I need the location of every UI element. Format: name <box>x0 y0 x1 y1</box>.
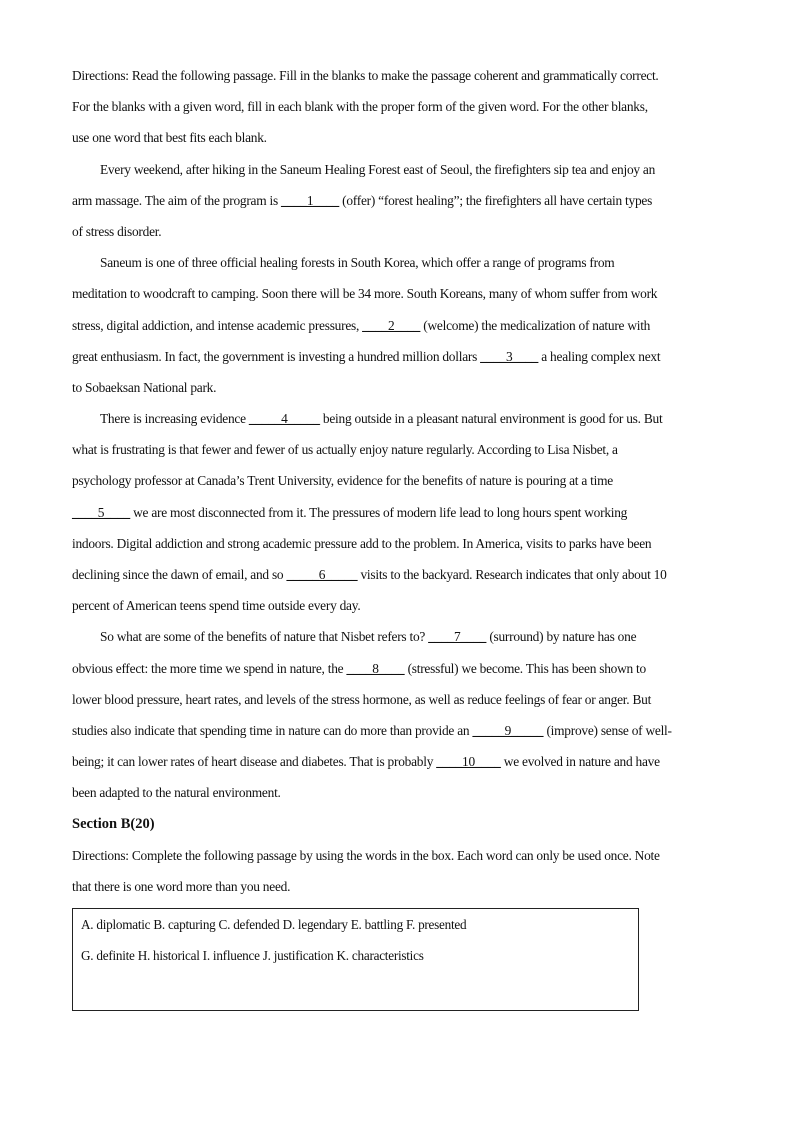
text-segment: being outside in a pleasant natural environment is good for us. But <box>319 411 663 427</box>
text-segment: declining since the dawn of email, and so <box>72 567 287 582</box>
paragraph-line: indoors. Digital addiction and strong academic pressure add to the problem. In America, visits to parks have been <box>72 535 652 551</box>
paragraph-line: Every weekend, after hiking in the Saneum Healing Forest east of Seoul, the firefighters sip tea and enjoy an <box>100 161 656 177</box>
blank-6[interactable]: _____6_____ <box>286 567 358 582</box>
directions-line: that there is one word more than you need. <box>72 878 291 894</box>
blank-7[interactable]: ____7____ <box>428 629 487 645</box>
paragraph-line: what is frustrating is that fewer and fewer of us actually enjoy nature regularly. According to Lisa Nisbet, a <box>72 442 618 458</box>
paragraph-line: Saneum is one of three official healing forests in South Korea, which offer a range of programs from <box>100 255 615 271</box>
paragraph-line <box>72 559 722 590</box>
text-segment: arm massage. The aim of the program is <box>72 192 282 208</box>
word-options-line: A. diplomatic B. capturing C. defended D. legendary E. battling F. presented <box>81 917 467 933</box>
blank-4[interactable]: _____4_____ <box>248 411 320 427</box>
blank-5[interactable]: ____5____ <box>72 504 131 520</box>
paragraph-line <box>72 621 722 652</box>
text-segment: There is increasing evidence <box>100 411 249 427</box>
paragraph-3 <box>72 403 722 621</box>
directions-line: use one word that best fits each blank. <box>72 130 267 146</box>
word-options-line: G. definite H. historical I. influence J. justification K. characteristics <box>81 948 424 964</box>
text-segment: obvious effect: the more time we spend in nature, the <box>72 660 347 676</box>
paragraph-1 <box>72 154 722 248</box>
blank-9[interactable]: _____9_____ <box>472 722 544 738</box>
text-segment: we are most disconnected from it. The pressures of modern life lead to long hours spent working <box>130 504 628 520</box>
text-segment: we evolved in nature and have <box>500 754 660 770</box>
text-segment: great enthusiasm. In fact, the government is investing a hundred million dollars <box>72 348 481 364</box>
paragraph-line: lower blood pressure, heart rates, and levels of the stress hormone, as well as reduce feelings of fear or anger. But <box>72 691 652 707</box>
paragraph-line: percent of American teens spend time outside every day. <box>72 598 361 614</box>
paragraph-line <box>72 341 722 372</box>
paragraph-line <box>72 653 722 684</box>
word-options-box <box>72 908 639 1011</box>
paragraph-line <box>72 310 722 341</box>
text-segment: So what are some of the benefits of nature that Nisbet refers to? <box>100 629 429 645</box>
blank-8[interactable]: ____8____ <box>346 660 405 676</box>
directions-line: Directions: Read the following passage. Fill in the blanks to make the passage coherent and grammatically correct. <box>72 68 659 83</box>
text-segment: studies also indicate that spending time in nature can do more than provide an <box>72 722 473 738</box>
text-segment: (offer) “forest healing”; the firefighters all have certain types <box>339 192 653 208</box>
text-segment: being; it can lower rates of heart disease and diabetes. That is probably <box>72 754 437 770</box>
paragraph-line <box>72 746 722 777</box>
paragraph-line <box>72 715 722 746</box>
section-b-heading: Section B(20) <box>72 815 155 832</box>
text-segment: (stressful) we become. This has been shown to <box>404 660 646 676</box>
paragraph-line: to Sobaeksan National park. <box>72 379 217 395</box>
blank-3[interactable]: ____3____ <box>480 348 539 364</box>
blank-1[interactable]: ____1____ <box>281 192 340 208</box>
text-segment: (improve) sense of well- <box>543 722 672 738</box>
text-segment: a healing complex next <box>538 348 661 364</box>
section-b-directions <box>72 840 722 902</box>
blank-2[interactable]: ____2____ <box>362 317 421 333</box>
paragraph-4 <box>72 621 722 808</box>
paragraph-line: been adapted to the natural environment. <box>72 785 281 801</box>
text-segment: (welcome) the medicalization of nature with <box>420 317 651 333</box>
directions-line: For the blanks with a given word, fill in each blank with the proper form of the given word. For the other blanks, <box>72 99 648 115</box>
paragraph-line <box>72 497 722 528</box>
paragraph-line <box>72 403 722 434</box>
paragraph-line: of stress disorder. <box>72 223 162 239</box>
text-segment: stress, digital addiction, and intense academic pressures, <box>72 317 363 333</box>
paragraph-2 <box>72 247 722 403</box>
paragraph-line <box>72 185 722 216</box>
directions-line: Directions: Complete the following passage by using the words in the box. Each word can only be used once. Note <box>72 847 660 863</box>
text-segment: visits to the backyard. Research indicates that only about 10 <box>357 567 667 582</box>
section-a-directions <box>72 60 722 154</box>
paragraph-line: meditation to woodcraft to camping. Soon there will be 34 more. South Koreans, many of whom suffer from work <box>72 286 658 302</box>
document-page <box>72 60 722 1011</box>
paragraph-line: psychology professor at Canada’s Trent University, evidence for the benefits of nature is pouring at a time <box>72 473 613 489</box>
text-segment: (surround) by nature has one <box>486 629 637 645</box>
blank-10[interactable]: ____10____ <box>436 754 501 770</box>
